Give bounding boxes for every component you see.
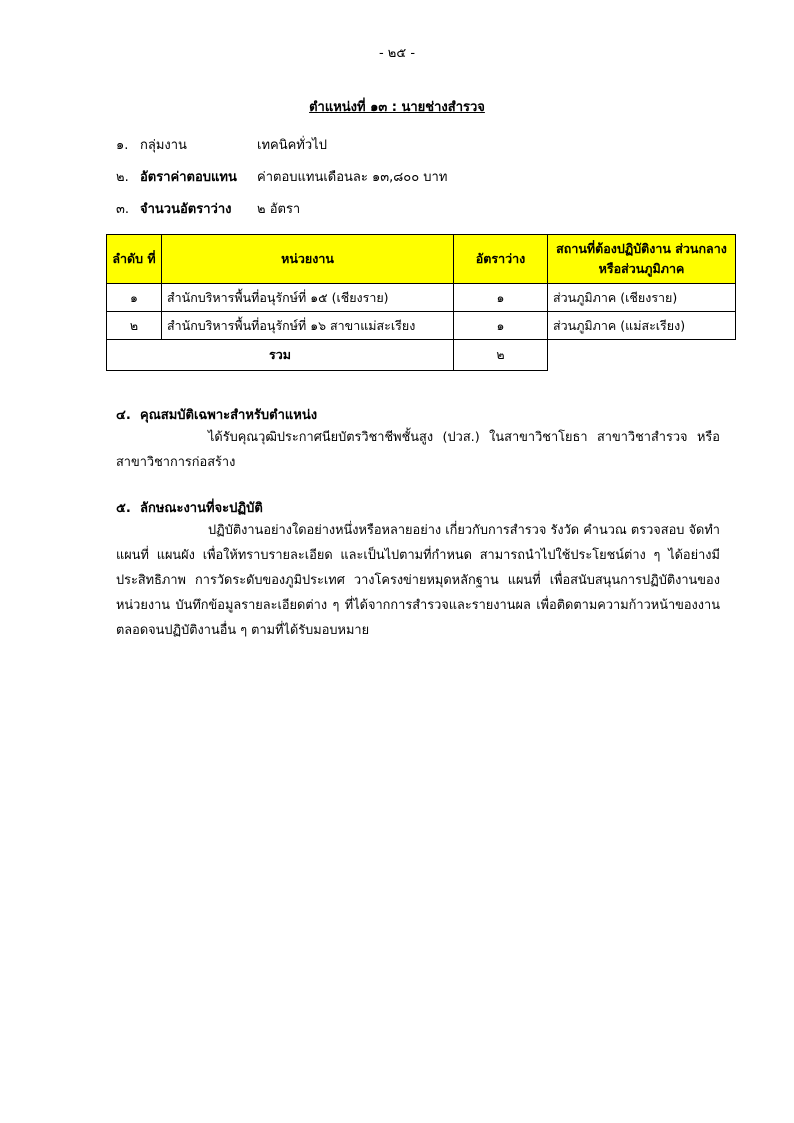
info-number: ๒. <box>116 170 129 185</box>
vacancy-table <box>106 234 736 371</box>
header-place: สถานที่ต้องปฏิบัติงาน ส่วนกลางหรือส่วนภูมิภาค <box>548 235 736 284</box>
info-label: กลุ่มงาน <box>140 138 187 153</box>
position-title-text: ตำแหน่งที่ ๑๓ : นายช่างสำรวจ <box>309 100 485 115</box>
section-5-paragraph <box>116 518 720 643</box>
section-number: ๕. <box>116 501 131 516</box>
cell-seq: ๒ <box>107 312 162 340</box>
cell-place: ส่วนภูมิภาค (เชียงราย) <box>548 284 736 312</box>
section-title: คุณสมบัติเฉพาะสำหรับตำแหน่ง <box>140 408 318 423</box>
page-number: - ๒๕ - <box>378 46 416 61</box>
info-value: ๒ อัตรา <box>257 202 301 217</box>
section-number: ๔. <box>116 408 131 423</box>
cell-vacancies: ๑ <box>454 284 548 312</box>
total-value: ๒ <box>454 340 548 371</box>
info-value: เทคนิคทั่วไป <box>257 138 327 153</box>
cell-agency: สำนักบริหารพื้นที่อนุรักษ์ที่ ๑๕ (เชียงราย) <box>162 284 454 312</box>
info-row-vacancies <box>116 200 300 220</box>
header-vacancies: อัตราว่าง <box>454 235 548 284</box>
header-agency: หน่วยงาน <box>162 235 454 284</box>
empty-cell <box>548 340 736 371</box>
section-text: ปฏิบัติงานอย่างใดอย่างหนึ่งหรือหลายอย่าง เกี่ยวกับการสำรวจ รังวัด คำนวณ ตรวจสอบ จัดทำแผนที่ แผนผัง เพื่อให้ทราบรายละเอียด และเป็นไปตามที่กำหนด สามารถนำไปใช้ประโยชน์ต่าง ๆ ได้อย่างมีประสิทธิภาพ การวัดระดับของภูมิประเทศ วางโครงข่ายหมุดหลักฐาน แผนที่ เพื่อสนับสนุนการปฏิบัติงานของหน่วยงาน บันทึกข้อมูลรายละเอียดต่าง ๆ ที่ได้จากการสำรวจและรายงานผล เพื่อติดตามความก้าวหน้าของงาน ตลอดจนปฏิบัติงานอื่น ๆ ตามที่ได้รับมอบหมาย <box>116 523 720 638</box>
table-row <box>107 284 736 312</box>
cell-seq: ๑ <box>107 284 162 312</box>
cell-vacancies: ๑ <box>454 312 548 340</box>
info-value: ค่าตอบแทนเดือนละ ๑๓,๘๐๐ บาท <box>257 170 448 185</box>
table-total-row <box>107 340 736 371</box>
info-label: อัตราค่าตอบแทน <box>140 170 237 185</box>
table-header-row <box>107 235 736 284</box>
info-row-rate <box>116 168 447 188</box>
header-seq: ลำดับ ที่ <box>107 235 162 284</box>
section-title: ลักษณะงานที่จะปฏิบัติ <box>140 501 263 516</box>
info-row-group <box>116 136 327 156</box>
info-label: จำนวนอัตราว่าง <box>140 202 232 217</box>
cell-place: ส่วนภูมิภาค (แม่สะเรียง) <box>548 312 736 340</box>
cell-agency: สำนักบริหารพื้นที่อนุรักษ์ที่ ๑๖ สาขาแม่สะเรียง <box>162 312 454 340</box>
section-4-paragraph <box>116 425 720 475</box>
table-row <box>107 312 736 340</box>
position-title <box>0 96 794 117</box>
section-text: ได้รับคุณวุฒิประกาศนียบัตรวิชาชีพชั้นสูง (ปวส.) ในสาขาวิชาโยธา สาขาวิชาสำรวจ หรือสาขาวิชาการก่อสร้าง <box>116 430 720 470</box>
section-4-heading <box>116 404 317 425</box>
total-label: รวม <box>107 340 454 371</box>
info-number: ๑. <box>116 138 129 153</box>
section-5-heading <box>116 497 263 518</box>
info-number: ๓. <box>116 202 130 217</box>
